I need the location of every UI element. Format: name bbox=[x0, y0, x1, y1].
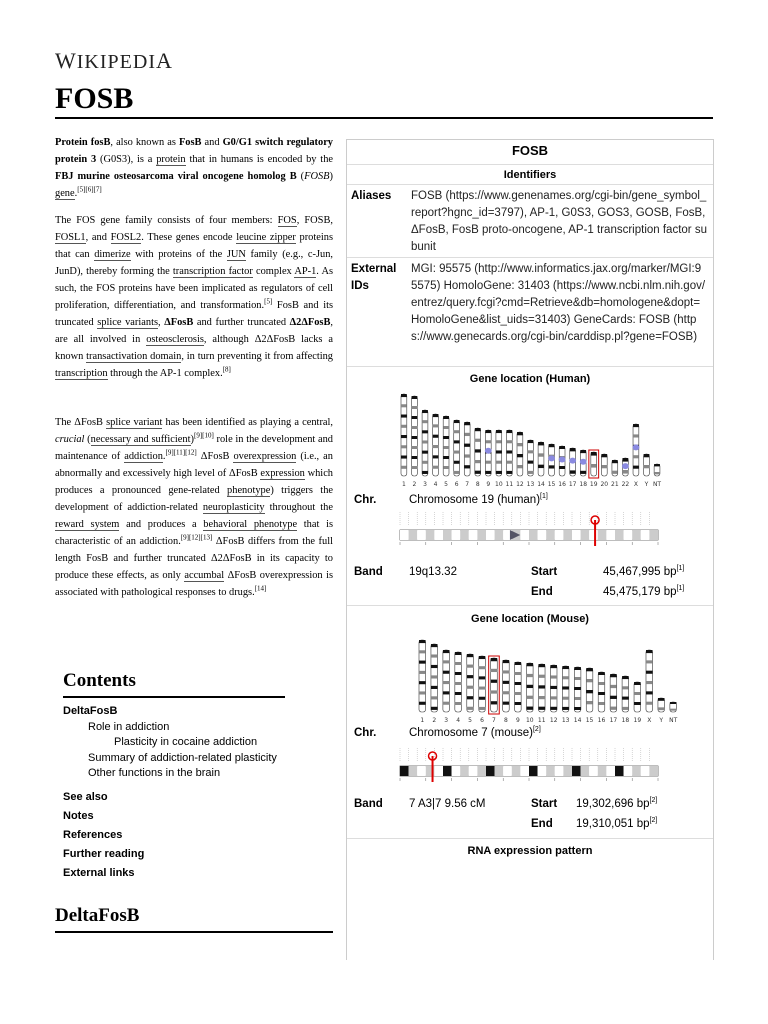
karyotype-label: 15 bbox=[547, 481, 556, 488]
link-dimerize[interactable]: dimerize bbox=[94, 249, 131, 260]
citation[interactable]: [5] bbox=[264, 297, 273, 306]
intro-paragraph-1: Protein fosB, also known as FosB and G0/G1 switch regulatory protein 3 (G0S3), is a protein that in humans is encoded by the FBJ murine osteosarcoma viral oncogene homolog B (FOSB) gene.[5][6][7] bbox=[55, 137, 333, 199]
chromosome-band bbox=[452, 530, 461, 540]
chromosome-band bbox=[606, 766, 615, 776]
chromosome-band bbox=[409, 766, 418, 776]
link-reward-system[interactable]: reward system bbox=[55, 519, 120, 530]
divider bbox=[347, 605, 713, 606]
karyotype-label: 13 bbox=[561, 717, 570, 724]
chromosome-band bbox=[598, 530, 607, 540]
citation[interactable]: [9][12][13] bbox=[180, 533, 213, 542]
title-divider bbox=[55, 117, 713, 119]
divider bbox=[347, 257, 713, 258]
karyotype-label: 1 bbox=[420, 717, 425, 724]
chromosome-16[interactable] bbox=[598, 672, 605, 712]
chromosome-band bbox=[563, 766, 572, 776]
gene-location-human-heading: Gene location (Human) bbox=[469, 373, 591, 385]
logo-first-letter: W bbox=[55, 48, 77, 73]
link-expression[interactable]: expression bbox=[260, 468, 305, 479]
chromosome-band bbox=[486, 530, 495, 540]
link-ap1[interactable]: AP-1 bbox=[294, 266, 317, 277]
section-heading-deltafosb: DeltaFosB bbox=[55, 905, 333, 933]
chromosome-2[interactable] bbox=[412, 396, 418, 476]
karyotype-label: NT bbox=[652, 481, 662, 488]
contents-heading: Contents bbox=[63, 670, 285, 698]
karyotype-label: 9 bbox=[486, 481, 491, 488]
citation[interactable]: [1] bbox=[676, 565, 685, 572]
karyotype-label: 7 bbox=[492, 717, 496, 724]
mouse-end-value: 19,310,051 bp[2] bbox=[576, 817, 658, 830]
mouse-end-label: End bbox=[531, 818, 553, 830]
chromosome-band bbox=[400, 766, 409, 776]
chromosome-band bbox=[598, 766, 607, 776]
chromosome-band bbox=[563, 530, 572, 540]
chromosome-16[interactable] bbox=[559, 446, 566, 476]
chromosome-Y[interactable] bbox=[658, 698, 665, 712]
toc-item[interactable]: See also bbox=[63, 790, 108, 803]
chromosome-band bbox=[546, 766, 555, 776]
karyotype-label: 14 bbox=[573, 717, 582, 724]
chromosome-4[interactable] bbox=[433, 414, 439, 476]
chromosome-band bbox=[572, 530, 581, 540]
karyotype-label: 7 bbox=[465, 481, 470, 488]
chromosome-10[interactable] bbox=[496, 430, 502, 476]
karyotype-label: 11 bbox=[537, 717, 546, 724]
mouse-start-label: Start bbox=[531, 798, 558, 810]
karyotype-label: 17 bbox=[568, 481, 577, 488]
chromosome-Y[interactable] bbox=[644, 454, 650, 476]
chromosome-band bbox=[572, 766, 581, 776]
gene-location-mouse-heading: Gene location (Mouse) bbox=[471, 613, 589, 625]
toc-item[interactable]: Plasticity in cocaine addiction bbox=[114, 736, 258, 748]
chromosome-NT[interactable] bbox=[654, 464, 660, 476]
chromosome-band bbox=[426, 530, 435, 540]
chromosome-band bbox=[443, 530, 452, 540]
chromosome-1[interactable] bbox=[419, 640, 426, 712]
karyotype-label: 6 bbox=[454, 481, 459, 488]
chromosome-band bbox=[624, 530, 633, 540]
link-neuroplasticity[interactable]: neuroplasticity bbox=[202, 502, 265, 513]
chromosome-14[interactable] bbox=[538, 442, 544, 476]
chromosome-band bbox=[615, 766, 624, 776]
chromosome-band bbox=[520, 766, 529, 776]
karyotype-label: 12 bbox=[549, 717, 558, 724]
karyotype-label: 8 bbox=[475, 481, 480, 488]
human-band-value: 19q13.32 bbox=[409, 566, 457, 578]
chromosome-band bbox=[555, 766, 564, 776]
karyotype-label: 18 bbox=[621, 717, 630, 724]
chromosome-15[interactable] bbox=[586, 668, 593, 712]
link-accumbal[interactable]: accumbal bbox=[184, 570, 225, 581]
link-leucine-zipper[interactable]: leucine zipper bbox=[236, 232, 296, 243]
link-phenotype[interactable]: phenotype bbox=[227, 485, 271, 496]
citation[interactable]: [8] bbox=[222, 365, 231, 374]
karyotype-label: 16 bbox=[597, 717, 606, 724]
infobox bbox=[346, 139, 714, 960]
mouse-chr-value: Chromosome 7 (mouse)[2] bbox=[409, 726, 541, 739]
link-transcription-factor[interactable]: transcription factor bbox=[172, 266, 253, 277]
toc-item[interactable]: Role in addiction bbox=[88, 720, 170, 733]
infobox-title: FOSB bbox=[347, 140, 713, 165]
chromosome-5[interactable] bbox=[467, 654, 474, 712]
karyotype-label: 11 bbox=[505, 481, 514, 488]
karyotype-label: 3 bbox=[444, 717, 449, 724]
chromosome-10[interactable] bbox=[527, 663, 534, 712]
chromosome-band bbox=[477, 766, 486, 776]
chromosome-band bbox=[469, 530, 478, 540]
human-band-label: Band bbox=[354, 566, 383, 578]
karyotype-label: NT bbox=[669, 717, 678, 724]
chromosome-11[interactable] bbox=[506, 430, 512, 476]
link-overexpression[interactable]: overexpression bbox=[233, 451, 297, 462]
link-jun[interactable]: JUN bbox=[226, 249, 246, 260]
chromosome-band bbox=[495, 530, 504, 540]
karyotype-label: 8 bbox=[503, 717, 508, 724]
chromosome-band bbox=[649, 766, 658, 776]
identifiers-heading: Identifiers bbox=[503, 169, 557, 181]
chromosome-band bbox=[632, 530, 641, 540]
karyotype-label: 18 bbox=[579, 481, 588, 488]
chromosome-band bbox=[512, 766, 521, 776]
citation[interactable]: [2] bbox=[532, 726, 541, 733]
chromosome-X[interactable] bbox=[633, 424, 640, 476]
chromosome-band bbox=[546, 530, 555, 540]
karyotype-label: 4 bbox=[433, 481, 438, 488]
toc-item[interactable]: Summary of addiction-related plasticity bbox=[88, 751, 277, 764]
page-title: FOSB bbox=[55, 82, 134, 115]
karyotype-label: 1 bbox=[401, 481, 406, 488]
chromosome-19[interactable] bbox=[634, 682, 641, 712]
chromosome-6[interactable] bbox=[479, 656, 486, 712]
citation[interactable]: [2] bbox=[649, 797, 658, 804]
mouse-chr-label: Chr. bbox=[354, 727, 377, 739]
chromosome-4[interactable] bbox=[455, 652, 462, 712]
chromosome-band bbox=[434, 530, 443, 540]
link-splice-variant[interactable]: splice variant bbox=[106, 417, 163, 428]
logo-last-letter: A bbox=[155, 48, 173, 73]
link-necessary-and-sufficient[interactable]: necessary and sufficient bbox=[90, 434, 191, 445]
chromosome-band bbox=[555, 530, 564, 540]
chromosome-band bbox=[443, 766, 452, 776]
chromosome-18[interactable] bbox=[622, 676, 629, 712]
human-karyotype-ideogram[interactable] bbox=[397, 390, 667, 490]
karyotype-label: X bbox=[647, 717, 652, 724]
karyotype-label: 14 bbox=[537, 481, 545, 488]
human-start-label: Start bbox=[531, 566, 558, 578]
chromosome-band bbox=[434, 766, 443, 776]
mouse-chromosome-7-ideogram[interactable] bbox=[399, 746, 661, 790]
mouse-start-value: 19,302,696 bp[2] bbox=[576, 797, 658, 810]
chromosome-17[interactable] bbox=[610, 674, 617, 712]
karyotype-label: 3 bbox=[423, 481, 427, 488]
link-fosl1[interactable]: FOSL1 bbox=[55, 232, 86, 243]
toc-item[interactable]: Other functions in the brain bbox=[88, 767, 221, 779]
karyotype-label: 19 bbox=[589, 481, 598, 488]
chromosome-band bbox=[589, 530, 598, 540]
chromosome-band bbox=[460, 530, 469, 540]
chromosome-band bbox=[503, 766, 512, 776]
chromosome-6[interactable] bbox=[454, 420, 460, 476]
karyotype-label: 15 bbox=[585, 717, 594, 724]
intro-paragraph-3: The ΔFosB splice variant has been identified as playing a central, crucial (necessary and sufficient)[9][10] role in the development and maintenance of addiction.[9][11][12] ΔFosB overexpression (i.e., an abnormally and excessively high level of ΔFosB expression which produces a pronounced gene-related phenotype) triggers the development of addiction-related neuroplasticity throughout the reward system and produces a behavioral phenotype that is characteristic of an addiction.[9][12][13] ΔFosB differs from the full length FosB and further truncated Δ2ΔFosB in its capacity to produce these effects, as only accumbal ΔFosB overexpression is associated with pathological responses to drugs.[14] bbox=[55, 417, 334, 598]
karyotype-label: 5 bbox=[468, 717, 472, 724]
chromosome-2[interactable] bbox=[431, 644, 438, 712]
karyotype-label: X bbox=[633, 481, 638, 488]
chromosome-12[interactable] bbox=[550, 665, 557, 712]
chromosome-band bbox=[606, 530, 615, 540]
toc-item[interactable]: Notes bbox=[63, 809, 94, 822]
karyotype-label: 22 bbox=[621, 481, 630, 488]
chromosome-band bbox=[581, 766, 590, 776]
toc-item[interactable]: External links bbox=[63, 866, 135, 879]
citation[interactable]: [2] bbox=[649, 817, 658, 824]
toc-item[interactable]: Further reading bbox=[63, 847, 145, 860]
chromosome-19[interactable] bbox=[589, 450, 599, 478]
karyotype-label: 12 bbox=[516, 481, 524, 488]
toc-item[interactable]: References bbox=[63, 828, 123, 841]
karyotype-label: Y bbox=[659, 717, 664, 724]
divider bbox=[347, 184, 713, 185]
chromosome-band bbox=[520, 530, 529, 540]
external-ids-label: External IDs bbox=[351, 263, 397, 292]
link-addiction[interactable]: addiction bbox=[124, 451, 163, 462]
citation[interactable]: [5][6][7] bbox=[77, 185, 102, 194]
karyotype-label: 5 bbox=[444, 481, 449, 488]
citation[interactable]: [9][11][12] bbox=[165, 448, 197, 457]
chromosome-band bbox=[624, 766, 633, 776]
chromosome-X[interactable] bbox=[646, 650, 653, 712]
chromosome-7[interactable] bbox=[464, 422, 470, 476]
chromosome-band bbox=[538, 766, 547, 776]
chromosome-band bbox=[460, 766, 469, 776]
chromosome-band bbox=[495, 766, 504, 776]
chromosome-21[interactable] bbox=[612, 460, 618, 476]
rna-expression-heading: RNA expression pattern bbox=[467, 845, 593, 857]
link-osteosclerosis[interactable]: osteosclerosis bbox=[146, 334, 204, 345]
karyotype-label: 10 bbox=[525, 717, 534, 724]
mouse-karyotype-ideogram[interactable] bbox=[415, 631, 678, 726]
chromosome-band bbox=[581, 530, 590, 540]
human-chromosome-19-ideogram[interactable] bbox=[399, 510, 661, 558]
link-fosl2[interactable]: FOSL2 bbox=[110, 232, 142, 243]
chromosome-band bbox=[486, 766, 495, 776]
chromosome-9[interactable] bbox=[515, 662, 522, 712]
chromosome-band bbox=[641, 766, 650, 776]
karyotype-label: 6 bbox=[480, 717, 484, 724]
karyotype-label: 2 bbox=[432, 717, 437, 724]
chromosome-14[interactable] bbox=[574, 667, 581, 712]
chromosome-band bbox=[632, 766, 641, 776]
chromosome-band bbox=[400, 530, 409, 540]
chromosome-band bbox=[615, 530, 624, 540]
chromosome-22[interactable] bbox=[622, 458, 629, 476]
link-fos[interactable]: FOS bbox=[277, 215, 297, 226]
chromosome-band bbox=[538, 530, 547, 540]
karyotype-label: 21 bbox=[611, 481, 619, 488]
link-gene[interactable]: gene bbox=[55, 188, 75, 199]
link-behavioral-phenotype[interactable]: behavioral phenotype bbox=[203, 519, 298, 530]
divider bbox=[347, 366, 713, 367]
citation[interactable]: [14] bbox=[254, 584, 267, 593]
chromosome-8[interactable] bbox=[475, 428, 481, 476]
chromosome-band bbox=[452, 766, 461, 776]
human-chr-label: Chr. bbox=[354, 494, 377, 506]
chromosome-band bbox=[417, 766, 426, 776]
chromosome-8[interactable] bbox=[503, 660, 510, 712]
human-end-label: End bbox=[531, 586, 553, 598]
chromosome-NT[interactable] bbox=[670, 702, 677, 712]
human-start-value: 45,467,995 bp[1] bbox=[603, 565, 685, 578]
karyotype-label: 19 bbox=[633, 717, 642, 724]
human-end-value: 45,475,179 bp[1] bbox=[603, 585, 685, 598]
chromosome-13[interactable] bbox=[562, 666, 569, 712]
chromosome-band bbox=[649, 530, 658, 540]
chromosome-band bbox=[477, 530, 486, 540]
chromosome-band bbox=[417, 530, 426, 540]
chromosome-band bbox=[529, 766, 538, 776]
chromosome-9[interactable] bbox=[485, 430, 492, 476]
logo-middle: IKIPEDI bbox=[76, 51, 156, 73]
chromosome-band bbox=[589, 766, 598, 776]
link-protein[interactable]: protein bbox=[156, 154, 186, 165]
link-transcription[interactable]: transcription bbox=[55, 368, 108, 379]
chromosome-13[interactable] bbox=[528, 440, 534, 476]
chromosome-5[interactable] bbox=[443, 416, 449, 476]
aliases-label: Aliases bbox=[351, 190, 392, 202]
chromosome-band bbox=[641, 530, 650, 540]
karyotype-label: 2 bbox=[412, 481, 417, 488]
chromosome-12[interactable] bbox=[517, 432, 523, 476]
karyotype-label: 4 bbox=[456, 717, 461, 724]
citation[interactable]: [1] bbox=[540, 493, 548, 500]
karyotype-label: 16 bbox=[558, 481, 566, 488]
chromosome-1[interactable] bbox=[401, 394, 407, 476]
wikipedia-logo[interactable] bbox=[55, 48, 173, 74]
divider bbox=[347, 838, 713, 839]
chromosome-3[interactable] bbox=[422, 410, 428, 476]
chromosome-20[interactable] bbox=[601, 454, 607, 476]
chromosome-band bbox=[409, 530, 418, 540]
human-chr-value: Chromosome 19 (human)[1] bbox=[409, 493, 548, 506]
citation[interactable]: [1] bbox=[676, 585, 685, 592]
chromosome-7[interactable] bbox=[489, 656, 500, 714]
karyotype-label: Y bbox=[644, 481, 649, 488]
link-splice-variants[interactable]: splice variants bbox=[97, 317, 159, 328]
chromosome-11[interactable] bbox=[538, 664, 545, 712]
karyotype-label: 17 bbox=[609, 717, 618, 724]
chromosome-band bbox=[529, 530, 538, 540]
link-transactivation-domain[interactable]: transactivation domain bbox=[86, 351, 182, 362]
karyotype-label: 20 bbox=[600, 481, 609, 488]
chromosome-3[interactable] bbox=[443, 650, 450, 712]
chromosome-18[interactable] bbox=[580, 450, 587, 476]
external-ids-value: MGI: 95575 (http://www.informatics.jax.org/marker/MGI:95575) HomoloGene: 31403 (https://www.ncbi.nlm.nih.gov/entrez/query.fcgi?cmd=Retrieve&db=homologene&dopt=HomoloGene&list_uids=31403) GeneCards: FOSB (https://www.genecards.org/cgi-bin/carddisp.pl?gene=FOSB) bbox=[411, 263, 706, 343]
karyotype-label: 10 bbox=[495, 481, 503, 488]
citation[interactable]: [9][10] bbox=[193, 431, 214, 440]
chromosome-17[interactable] bbox=[569, 448, 576, 476]
chromosome-15[interactable] bbox=[548, 444, 555, 476]
chromosome-band bbox=[469, 766, 478, 776]
karyotype-label: 13 bbox=[526, 481, 535, 488]
intro-paragraph-2: The FOS gene family consists of four members: FOS, FOSB, FOSL1, and FOSL2. These genes encode leucine zipper proteins that can dimerize with proteins of the JUN family (e.g., c-Jun, JunD), thereby forming the transcription factor complex AP-1. As such, the FOS proteins have been implicated as regulators of cell proliferation, differentiation, and transformation.[5] FosB and its truncated splice variants, ΔFosB and further truncated Δ2ΔFosB, are all involved in osteosclerosis, although Δ2ΔFosB lacks a known transactivation domain, in turn preventing it from affecting transcription through the AP-1 complex.[8] bbox=[55, 215, 334, 379]
toc-item[interactable]: DeltaFosB bbox=[63, 705, 118, 717]
mouse-band-value: 7 A3|7 9.56 cM bbox=[409, 798, 486, 810]
mouse-band-label: Band bbox=[354, 798, 383, 810]
aliases-value: FOSB (https://www.genenames.org/cgi-bin/gene_symbol_report?hgnc_id=3797), AP-1, G0S3, GOS3, GOSB, FosB, ΔFosB, FosB proto-oncogene, AP-1 transcription factor subunit bbox=[411, 190, 707, 253]
table-of-contents bbox=[55, 670, 333, 883]
karyotype-label: 9 bbox=[515, 717, 520, 724]
